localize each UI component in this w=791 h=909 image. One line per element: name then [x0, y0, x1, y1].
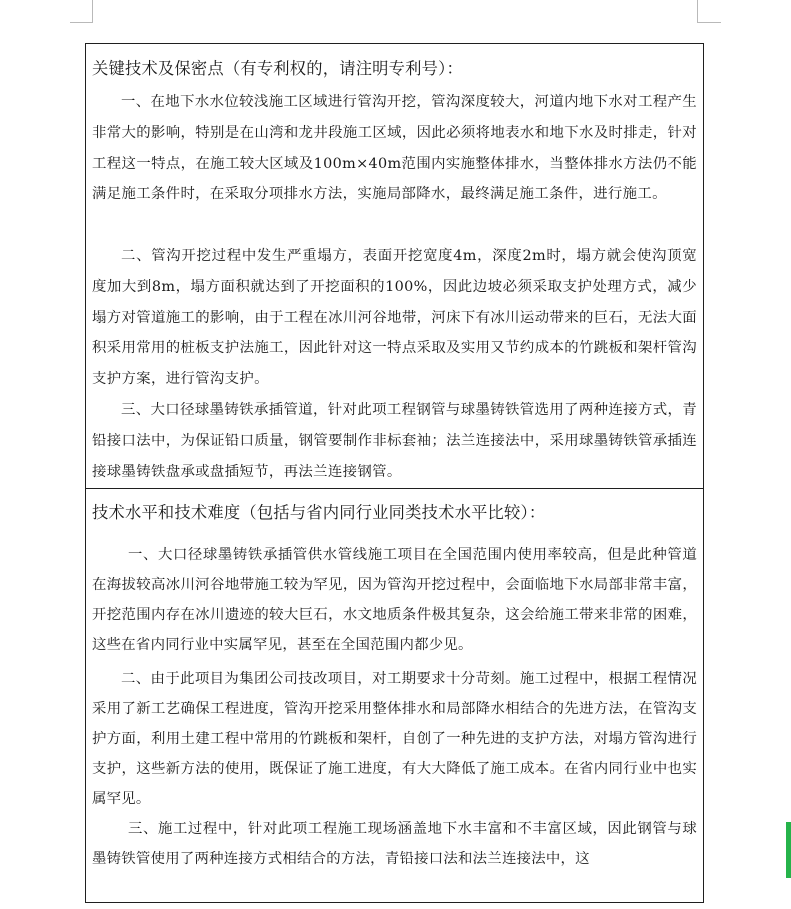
key-technology-heading: 关键技术及保密点（有专利权的，请注明专利号）： — [92, 59, 463, 78]
crop-mark-right-horizontal — [697, 22, 721, 23]
technical-level-cell — [86, 489, 703, 909]
technical-level-paragraph-3: 三、施工过程中，针对此项工程施工现场涵盖地下水丰富和不丰富区域，因此钢管与球墨铸铁管使用了两种连接方式相结合的方法，青铅接口法和法兰连接法中，这 — [92, 821, 697, 867]
crop-mark-left-horizontal — [70, 22, 93, 23]
key-technology-cell — [86, 44, 703, 489]
window-edge-accent — [786, 822, 791, 878]
crop-mark-right-vertical — [697, 0, 698, 22]
technical-level-paragraph-2: 二、由于此项目为集团公司技改项目，对工期要求十分苛刻。施工过程中，根据工程情况采用了新工艺确保工程进度，管沟开挖采用整体排水和局部降水相结合的先进方法，在管沟支护方面，利用土建工程中常用的竹跳板和架杆，自创了一种先进的支护方法，对塌方管沟进行支护，这些新方法的使用，既保证了施工进度，有大大降低了施工成本。在省内同行业中也实属罕见。 — [92, 671, 697, 807]
key-technology-paragraph-2: 二、管沟开挖过程中发生严重塌方，表面开挖宽度4m，深度2m时，塌方就会使沟顶宽度加大到8m，塌方面积就达到了开挖面积的100%，因此边坡必须采取支护处理方式，减少塌方对管道施工的影响，由于工程在冰川河谷地带，河床下有冰川运动带来的巨石，无法大面积采用常用的桩板支护法施工，因此针对这一特点采取及实用又节约成本的竹跳板和架杆管沟支护方案，进行管沟支护。 — [92, 248, 697, 388]
key-technology-paragraph-3: 三、大口径球墨铸铁承插管道，针对此项工程钢管与球墨铸铁管选用了两种连接方式，青铅接口法中，为保证铅口质量，钢管要制作非标套袖；法兰连接法中，采用球墨铸铁管承插连接球墨铸铁盘承或盘插短节，再法兰连接钢管。 — [92, 402, 697, 480]
key-technology-paragraph-1: 一、在地下水水位较浅施工区域进行管沟开挖，管沟深度较大，河道内地下水对工程产生非常大的影响，特别是在山湾和龙井段施工区域，因此必须将地表水和地下水及时排走，针对工程这一特点，在施工较大区域及100m×40m范围内实施整体排水，当整体排水方法仍不能满足施工条件时，在采取分项排水方法，实施局部降水，最终满足施工条件，进行施工。 — [92, 94, 697, 203]
technical-level-paragraph-1: 一、大口径球墨铸铁承插管供水管线施工项目在全国范围内使用率较高，但是此种管道在海拔较高冰川河谷地带施工较为罕见，因为管沟开挖过程中，会面临地下水局部非常丰富，开挖范围内存在冰川遗迹的较大巨石，水文地质条件极其复杂，这会给施工带来非常的困难，这些在省内同行业中实属罕见，甚至在全国范围内都少见。 — [92, 547, 697, 653]
technical-level-heading: 技术水平和技术难度（包括与省内同行业同类技术水平比较）： — [92, 503, 546, 522]
crop-mark-left-vertical — [92, 0, 93, 22]
document-table — [85, 43, 704, 903]
